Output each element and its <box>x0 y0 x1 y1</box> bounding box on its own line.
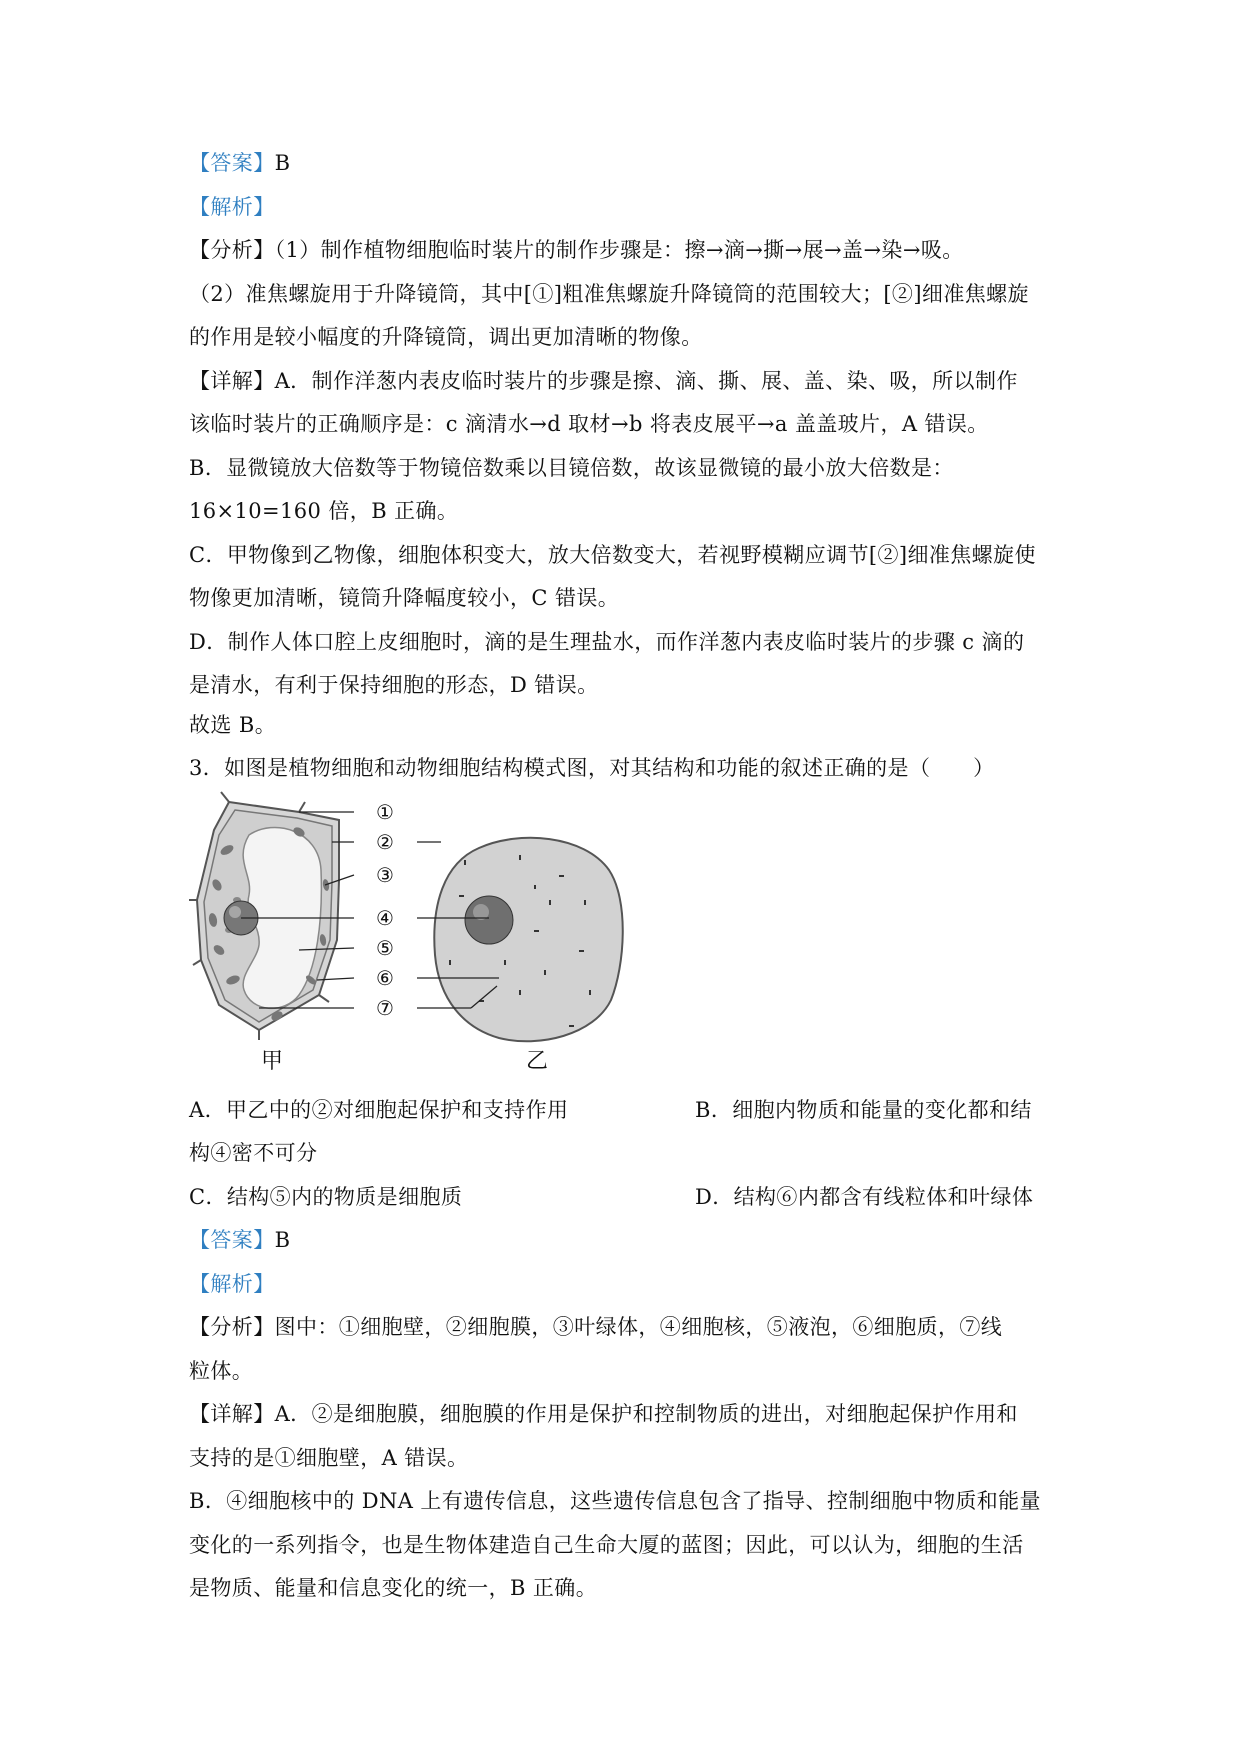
answer-tag: 【答案】 <box>189 151 275 175</box>
label-4: ④ <box>376 906 394 930</box>
text-line: C．甲物像到乙物像，细胞体积变大，放大倍数变大，若视野模糊应调节[②]细准焦螺旋使 <box>189 543 1036 567</box>
text-line: （2）准焦螺旋用于升降镜筒，其中[①]粗准焦螺旋升降镜筒的范围较大；[②]细准焦螺旋 <box>189 282 1029 306</box>
answer-line-1 <box>189 148 290 178</box>
answer-value: B <box>274 1228 291 1252</box>
cell-diagram <box>189 790 629 1075</box>
answer-tag: 【答案】 <box>189 1228 275 1252</box>
label-5: ⑤ <box>376 936 394 960</box>
option-d: D．结构⑥内都含有线粒体和叶绿体 <box>695 1185 1034 1209</box>
animal-cell <box>434 838 622 1041</box>
text-line: 是物质、能量和信息变化的统一，B 正确。 <box>189 1576 598 1600</box>
text-line: 变化的一系列指令，也是生物体建造自己生命大厦的蓝图；因此，可以认为，细胞的生活 <box>189 1533 1024 1557</box>
answer-value: B <box>274 151 291 175</box>
label-3: ③ <box>376 863 394 887</box>
analysis-tag: 【解析】 <box>189 1272 275 1296</box>
text-line: 物像更加清晰，镜筒升降幅度较小，C 错误。 <box>189 586 620 610</box>
option-a: A．甲乙中的②对细胞起保护和支持作用 <box>189 1098 569 1122</box>
option-b-continued: 构④密不可分 <box>189 1141 318 1165</box>
label-7: ⑦ <box>376 996 394 1020</box>
cell-diagram-svg <box>189 790 629 1075</box>
text-line: 16×10=160 倍，B 正确。 <box>189 499 459 523</box>
caption-jia: 甲 <box>260 1049 284 1074</box>
caption-yi: 乙 <box>525 1049 549 1074</box>
label-1: ① <box>376 800 394 824</box>
text-line: 该临时装片的正确顺序是：c 滴清水→d 取材→b 将表皮展平→a 盖盖玻片，A 错误。 <box>189 412 989 436</box>
text-line: B．④细胞核中的 DNA 上有遗传信息，这些遗传信息包含了指导、控制细胞中物质和能量 <box>189 1489 1041 1513</box>
question-stem: 3．如图是植物细胞和动物细胞结构模式图，对其结构和功能的叙述正确的是（ ） <box>189 756 995 780</box>
animal-nucleus <box>465 896 513 944</box>
text-line: 支持的是①细胞壁，A 错误。 <box>189 1446 469 1470</box>
text-line: 故选 B。 <box>189 713 277 737</box>
option-c: C．结构⑤内的物质是细胞质 <box>189 1185 463 1209</box>
text-line: B．显微镜放大倍数等于物镜倍数乘以目镜倍数，故该显微镜的最小放大倍数是： <box>189 456 954 480</box>
text-line: 【分析】图中：①细胞壁，②细胞膜，③叶绿体，④细胞核，⑤液泡，⑥细胞质，⑦线 <box>189 1315 1003 1339</box>
answer-line-2 <box>189 1225 290 1255</box>
text-line: 是清水，有利于保持细胞的形态，D 错误。 <box>189 673 599 697</box>
text-line: 【详解】A．制作洋葱内表皮临时装片的步骤是擦、滴、撕、展、盖、染、吸，所以制作 <box>189 369 1018 393</box>
option-b: B．细胞内物质和能量的变化都和结 <box>695 1098 1032 1122</box>
label-6: ⑥ <box>376 966 394 990</box>
label-2: ② <box>376 830 394 854</box>
text-line: 【详解】A．②是细胞膜，细胞膜的作用是保护和控制物质的进出，对细胞起保护作用和 <box>189 1402 1018 1426</box>
text-line: 粒体。 <box>189 1359 254 1383</box>
text-line: D．制作人体口腔上皮细胞时，滴的是生理盐水，而作洋葱内表皮临时装片的步骤 c 滴的 <box>189 630 1025 654</box>
analysis-tag: 【解析】 <box>189 195 275 219</box>
plant-cell <box>189 792 339 1040</box>
text-line: 【分析】（1）制作植物细胞临时装片的制作步骤是：擦→滴→撕→展→盖→染→吸。 <box>189 238 964 262</box>
text-line: 的作用是较小幅度的升降镜筒，调出更加清晰的物像。 <box>189 325 703 349</box>
